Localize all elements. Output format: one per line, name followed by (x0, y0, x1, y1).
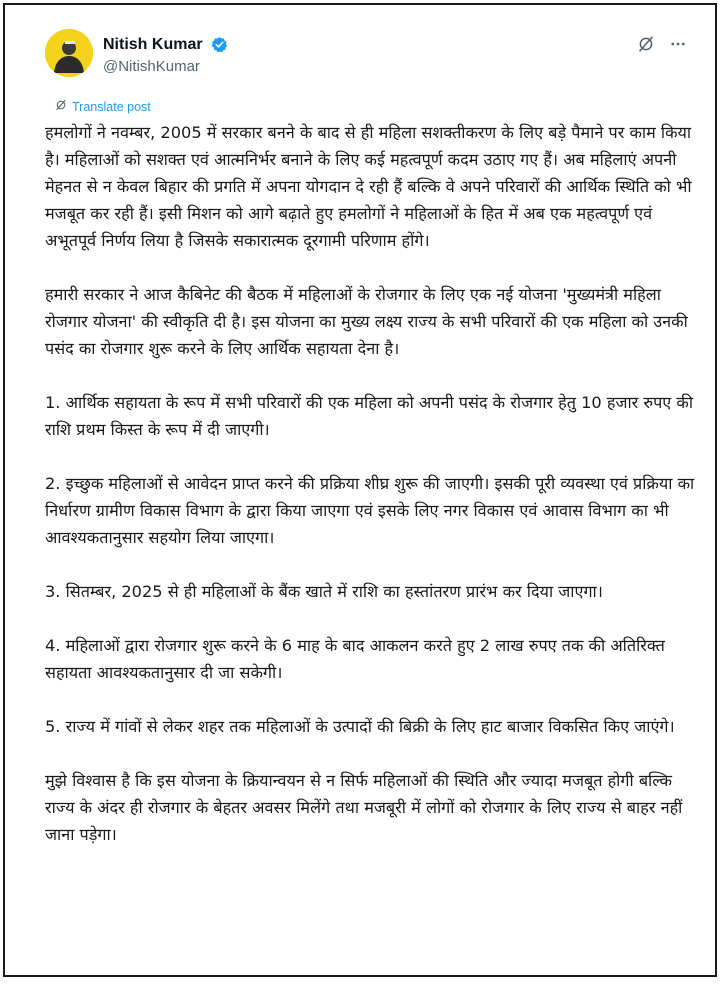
post-text (45, 119, 695, 848)
post-paragraph: मुझे विश्वास है कि इस योजना के क्रियान्वयन से न सिर्फ महिलाओं की स्थिति और ज्यादा मजबूत होगी बल्कि राज्य के अंदर ही रोजगार के बेहतर अवसर मिलेंगे तथा मजबूरी में लोगों को रोजगार के लिए राज्य से बाहर नहीं जाना पड़ेगा। (45, 771, 683, 844)
author-display-name[interactable]: Nitish Kumar (103, 35, 203, 53)
post-paragraph: 2. इच्छुक महिलाओं से आवेदन प्राप्त करने की प्रक्रिया शीघ्र शुरू की जाएगी। इसकी पूरी व्यवस्था एवं प्रक्रिया का निर्धारण ग्रामीण विकास विभाग के द्वारा किया जाएगा एवं इसके लिए नगर विकास एवं आवास विभाग का भी आवश्यकतानुसार सहयोग लिया जाएगा। (45, 474, 695, 547)
post-paragraph: 4. महिलाओं द्वारा रोजगार शुरू करने के 6 माह के बाद आकलन करते हुए 2 लाख रुपए तक की अतिरिक्त सहायता आवश्यकतानुसार दी जा सकेगी। (45, 636, 665, 682)
avatar[interactable] (45, 29, 93, 77)
author-block (103, 34, 228, 75)
post-header (45, 29, 695, 81)
grok-slash-icon[interactable] (637, 35, 655, 57)
post-paragraph: 1. आर्थिक सहायता के रूप में सभी परिवारों की एक महिला को अपनी पसंद के रोजगार हेतु 10 हजार रुपए की राशि प्रथम किस्त के रूप में दी जाएगी। (45, 393, 694, 439)
post-paragraph: हमलोगों ने नवम्बर, 2005 में सरकार बनने के बाद से ही महिला सशक्तीकरण के लिए बड़े पैमाने पर काम किया है। महिलाओं को सशक्त एवं आत्मनिर्भर बनाने के लिए कई महत्वपूर्ण कदम उठाए गए हैं। अब महिलाएं अपनी मेहनत से न केवल बिहार की प्रगति में अपना योगदान दे रही हैं बल्कि वे अपने परिवारों की आर्थिक स्थिति को भी मजबूत कर रही हैं। इसी मिशन को आगे बढ़ाते हुए हमलोगों ने महिलाओं के हित में अब एक महत्वपूर्ण एवं अभूतपूर्व निर्णय लिया है जिसके सकारात्मक दूरगामी परिणाम होंगे। (45, 123, 692, 250)
verified-badge-icon (211, 36, 228, 53)
avatar-image (45, 29, 93, 77)
post-paragraph: हमारी सरकार ने आज कैबिनेट की बैठक में महिलाओं के रोजगार के लिए एक नई योजना 'मुख्यमंत्री महिला रोजगार योजना' की स्वीकृति दी है। इस योजना का मुख्य लक्ष्य राज्य के सभी परिवारों की एक महिला को उनकी पसंद का रोजगार शुरू करने के लिए आर्थिक सहायता देना है। (45, 285, 688, 358)
author-handle[interactable]: @NitishKumar (103, 57, 200, 75)
post-paragraph: 5. राज्य में गांवों से लेकर शहर तक महिलाओं के उत्पादों की बिक्री के लिए हाट बाजार विकसित किए जाएंगे। (45, 717, 675, 736)
translate-icon (55, 99, 67, 114)
post-frame (3, 3, 717, 977)
post-paragraph: 3. सितम्बर, 2025 से ही महिलाओं के बैंक खाते में राशि का हस्तांतरण प्रारंभ कर दिया जाएगा। (45, 582, 603, 601)
header-actions (637, 35, 687, 57)
translate-post-link[interactable] (55, 99, 151, 114)
more-horizontal-icon[interactable] (669, 35, 687, 57)
translate-post-label: Translate post (72, 99, 151, 114)
